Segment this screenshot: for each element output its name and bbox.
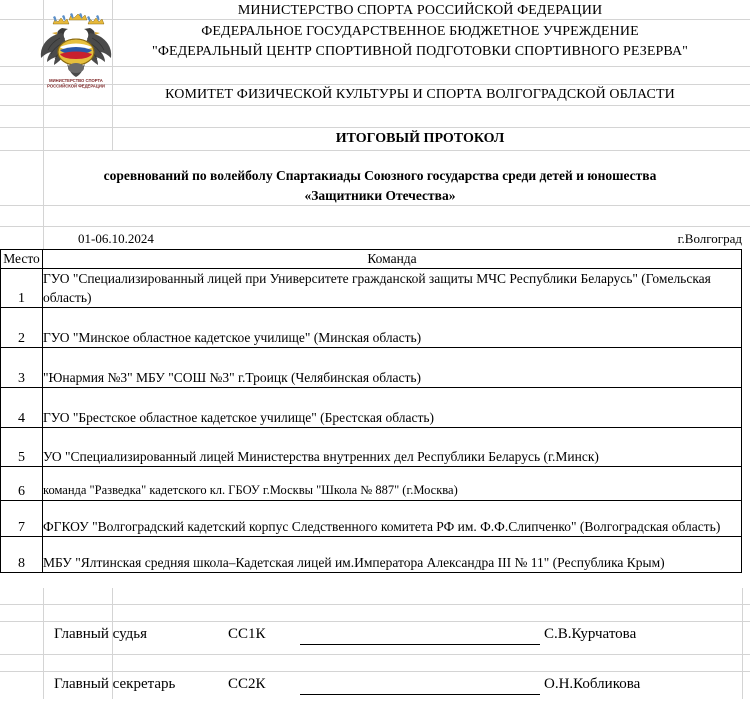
page-subtitle-line-1: соревнований по волейболу Спартакиады Союзного государства среди детей и юношества [103, 168, 657, 183]
gridline-horizontal [0, 226, 750, 227]
team-name: ГУО "Специализированный лицей при Университете гражданской защиты МЧС Республики Беларусь" (Гомельская область) [43, 269, 742, 308]
team-name: МБУ "Ялтинская средняя школа–Кадетская лицей им.Императора Александра III № 11" (Республика Крым) [43, 537, 742, 573]
event-city: г.Волгоград [677, 231, 742, 246]
column-header-place: Место [1, 250, 43, 269]
signature-line [300, 694, 540, 695]
place-value: 1 [1, 269, 43, 308]
team-name: команда "Разведка" кадетского кл. ГБОУ г.Москвы "Школа № 887" (г.Москва) [43, 467, 742, 501]
org-header-line-4: КОМИТЕТ ФИЗИЧЕСКОЙ КУЛЬТУРЫ И СПОРТА ВОЛГОГРАДСКОЙ ОБЛАСТИ [165, 87, 675, 102]
place-value: 7 [1, 501, 43, 537]
team-name: УО "Специализированный лицей Министерства внутренних дел Республики Беларусь (г.Минск) [43, 428, 742, 467]
signature-row-chief-secretary [0, 676, 750, 702]
signature-role: Главный секретарь [54, 676, 176, 692]
table-row [1, 537, 742, 573]
place-value: 4 [1, 388, 43, 428]
page-subtitle-line-2: «Защитники Отечества» [304, 188, 456, 203]
org-header-line-2: ФЕДЕРАЛЬНОЕ ГОСУДАРСТВЕННОЕ БЮДЖЕТНОЕ УЧРЕЖДЕНИЕ [201, 24, 639, 39]
page-title: ИТОГОВЫЙ ПРОТОКОЛ [335, 131, 505, 146]
table-row [1, 348, 742, 388]
signature-role: Главный судья [54, 626, 148, 642]
emblem-caption-line2: РОССИЙСКОЙ ФЕДЕРАЦИИ [47, 83, 105, 89]
table-row [1, 269, 742, 308]
gridline-horizontal [0, 205, 750, 206]
event-date: 01-06.10.2024 [78, 231, 154, 246]
column-header-team: Команда [43, 250, 742, 269]
org-header-line-1: МИНИСТЕРСТВО СПОРТА РОССИЙСКОЙ ФЕДЕРАЦИИ [237, 3, 603, 18]
results-table [0, 249, 742, 573]
team-name: ФГКОУ "Волгоградский кадетский корпус Следственного комитета РФ им. Ф.Ф.Слипченко" (Волгоградская область) [43, 501, 742, 537]
table-row [1, 308, 742, 348]
table-row [1, 467, 742, 501]
team-name: ГУО "Минское областное кадетское училище" (Минская область) [43, 308, 742, 348]
signature-name: С.В.Курчатова [544, 626, 637, 642]
table-row [1, 388, 742, 428]
signature-category: СС1К [228, 626, 266, 642]
team-name: ГУО "Брестское областное кадетское училище" (Брестская область) [43, 388, 742, 428]
table-header-row [1, 250, 742, 269]
signature-line [300, 644, 540, 645]
team-name: "Юнармия №3" МБУ "СОШ №3" г.Троицк (Челябинская область) [43, 348, 742, 388]
signature-category: СС2К [228, 676, 266, 692]
signature-name: О.Н.Кобликова [544, 676, 641, 692]
place-value: 2 [1, 308, 43, 348]
place-value: 3 [1, 348, 43, 388]
table-row [1, 428, 742, 467]
place-value: 6 [1, 467, 43, 501]
place-value: 5 [1, 428, 43, 467]
emblem-caption-line1: МИНИСТЕРСТВО СПОРТА [49, 78, 103, 83]
place-value: 8 [1, 537, 43, 573]
signature-row-chief-judge [0, 626, 750, 652]
gridline-horizontal [0, 150, 750, 151]
table-row [1, 501, 742, 537]
org-header-line-3: "ФЕДЕРАЛЬНЫЙ ЦЕНТР СПОРТИВНОЙ ПОДГОТОВКИ СПОРТИВНОГО РЕЗЕРВА" [152, 44, 688, 59]
